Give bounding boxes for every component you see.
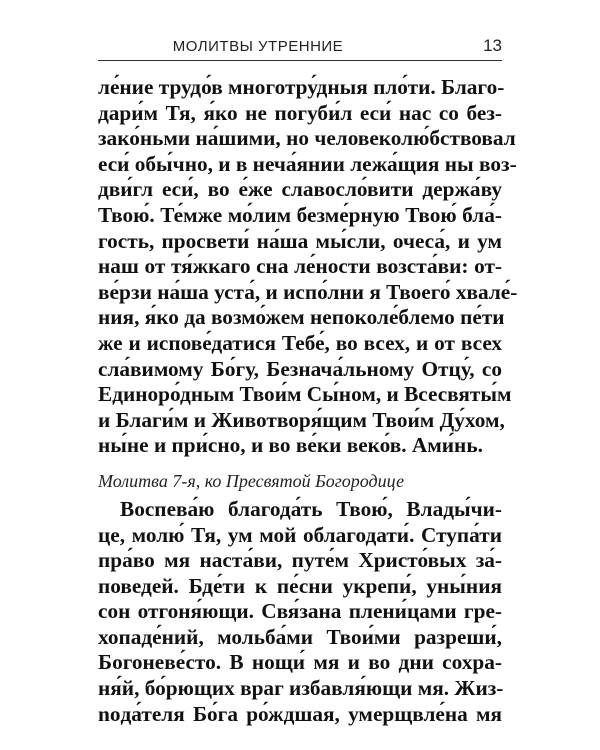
text-line: ния, я́ко да возмо́жем непоколе́блемо пе́ти — [98, 305, 505, 330]
text-line: дви́гл еси́, во е́же славосло́вити держа́ву — [98, 177, 502, 202]
text-line: пра́во мя наста́ви, путе́м Христо́вых за́- — [98, 548, 502, 573]
text-line: noда́теля Бо́га ро́ждшая, умерщвле́на мя — [98, 701, 502, 726]
text-line: поведей. Бде́ти к пе́сни укрепи́, уны́ния — [98, 573, 502, 598]
text-line: зако́ньми на́шими, но человеколю́бствовал — [98, 126, 516, 151]
text-line: ня́й, бо́рющих враг избавля́ющи мя. Жиз- — [98, 676, 504, 701]
text-line: сла́вимому Бо́гу, Безнача́льному Отцу́, со — [98, 356, 502, 381]
text-line: гость, просвети́ на́ша мы́сли, очеса́, и ум — [98, 228, 502, 253]
text-line: Богоневе́сто. В нощи́ мя и во дни сохра- — [98, 650, 502, 675]
paragraph-1 — [98, 75, 518, 459]
text-line: и Благи́м и Животворя́щим Твои́м Ду́хом, — [98, 407, 505, 432]
text-line: же и испове́датися Тебе́, во всех, и от всех — [98, 330, 502, 355]
text-line-last: ны́не и при́сно, и во ве́ки веко́в. Ами́нь. — [98, 433, 483, 458]
running-title: МОЛИТВЫ УТРЕННИЕ — [172, 38, 344, 55]
text-line: ве́рзи на́ша уста́, и испо́лни я Твоего́ хвале́- — [98, 279, 518, 304]
text-line: Твою́. Те́мже мо́лим безме́рную Твою́ бла́- — [98, 202, 502, 227]
text-line: Единоро́дным Твои́м Сы́ном, и Всесвяты́м — [98, 382, 512, 407]
running-header — [98, 34, 502, 64]
text-line: ле́ние трудо́в многотру́дныя пло́ти. Благо- — [98, 75, 505, 99]
text-line: Воспева́ю благода́ть Твою́, Влады́чи- — [120, 496, 502, 521]
text-line: сон отгоня́ющи. Свя́зана плени́цами гре- — [98, 599, 502, 624]
header-rule — [98, 60, 502, 61]
text-line: еси́ обы́чно, и в неча́янии лежа́щия ны воз- — [98, 151, 517, 176]
text-line: дари́м Тя, я́ко не погуби́л еси́ нас со без- — [98, 100, 502, 125]
prayer-7-text — [98, 497, 502, 727]
page-number: 13 — [483, 36, 502, 55]
text-line: наш от тя́жкаго сна ле́ности возста́ви: от- — [98, 254, 502, 279]
body-text — [98, 75, 518, 727]
prayer-heading: Молитва 7-я, ко Пресвятой Богородице — [98, 470, 405, 491]
text-line: хопаде́ний, мольба́ми Твои́ми разреши́, — [98, 624, 502, 649]
text-line: це, молю́ Тя, ум мой облагодати́. Ступа́ти — [98, 522, 502, 547]
